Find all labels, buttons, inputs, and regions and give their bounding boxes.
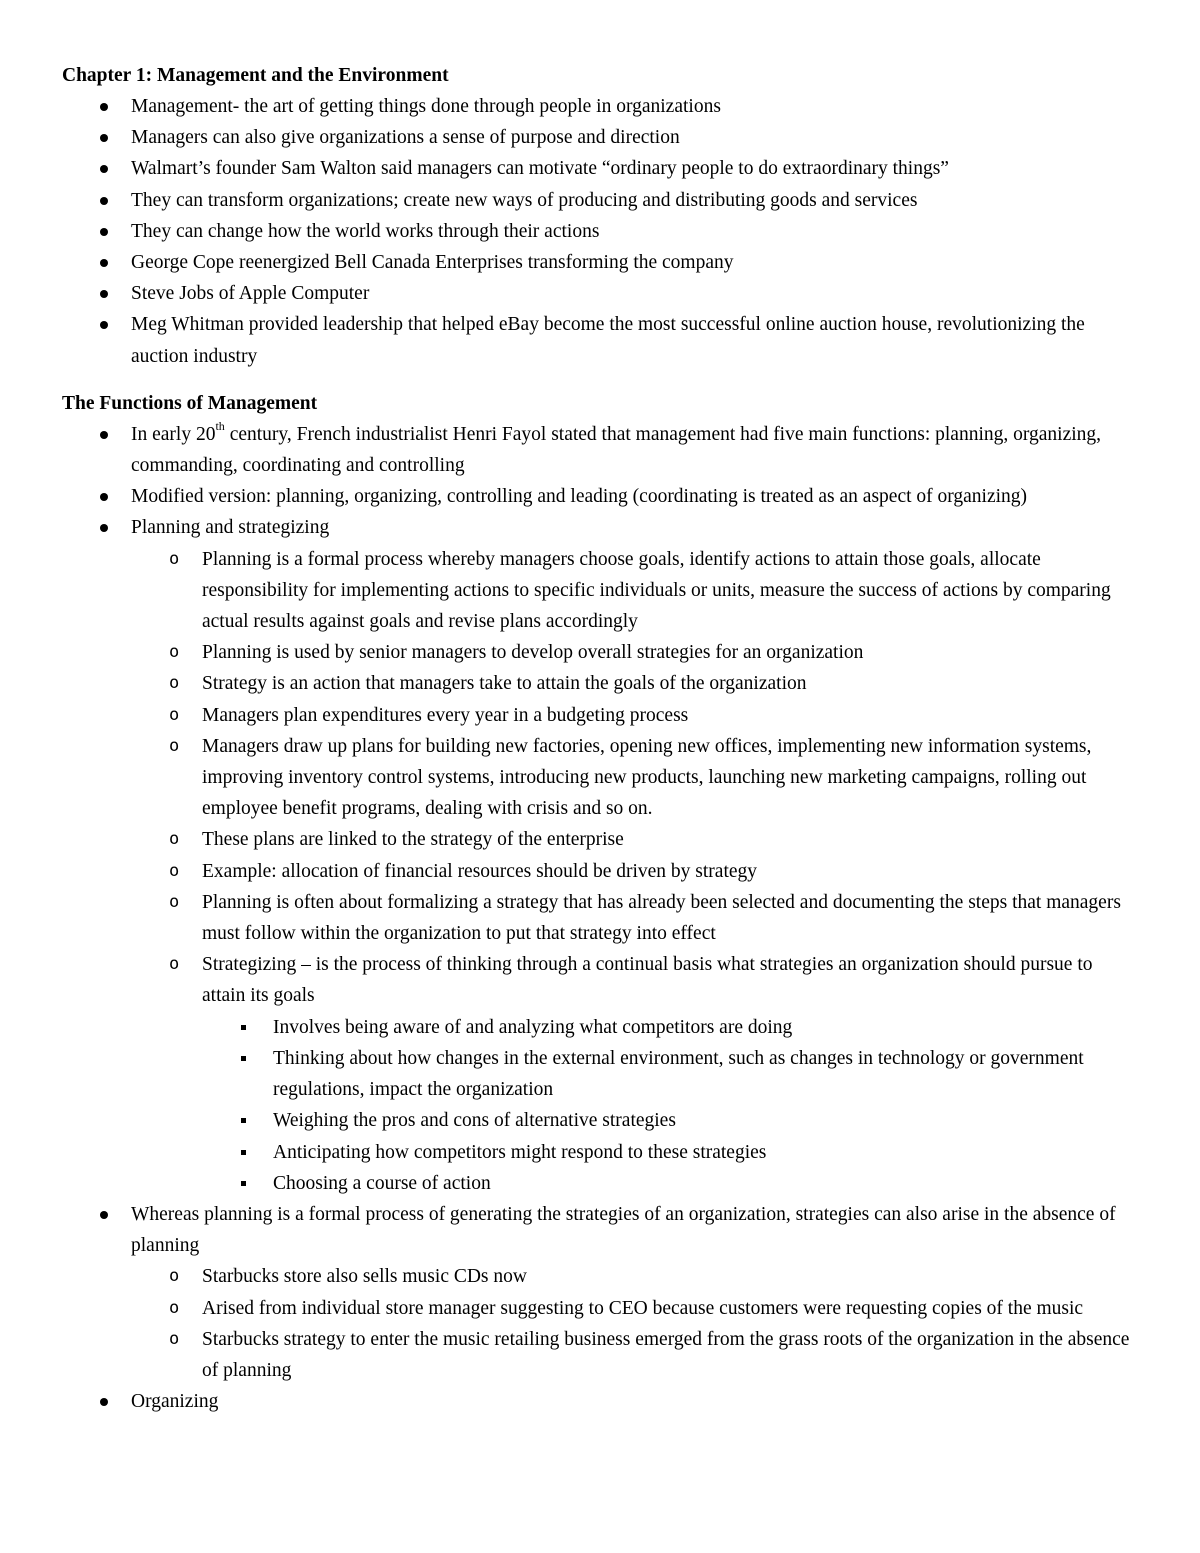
strategizing-sublist xyxy=(202,1012,1140,1199)
list-item: Management- the art of getting things done through people in organizations xyxy=(62,91,1140,122)
list-item: George Cope reenergized Bell Canada Enterprises transforming the company xyxy=(62,247,1140,278)
list-item: Meg Whitman provided leadership that helped eBay become the most successful online auction house, revolutionizing the auction industry xyxy=(62,309,1140,371)
sub-sublist-item: Involves being aware of and analyzing what competitors are doing xyxy=(202,1012,1140,1043)
sub-sublist-item: Choosing a course of action xyxy=(202,1168,1140,1199)
list-item: They can transform organizations; create new ways of producing and distributing goods and services xyxy=(62,185,1140,216)
fayol-text-end: century, French industrialist Henri Fayol stated that management had five main functions: planning, organizing, commanding, coordinating and controlling xyxy=(131,423,1102,477)
functions-heading: The Functions of Management xyxy=(62,392,318,414)
list-item: They can change how the world works through their actions xyxy=(62,216,1140,247)
sublist-item: o Planning is used by senior managers to develop overall strategies for an organization xyxy=(131,637,1140,668)
planning-sublist xyxy=(131,544,1140,1199)
fayol-text-start: In early 20 xyxy=(131,423,216,445)
functions-list xyxy=(62,419,1140,1418)
sublist-item: o Example: allocation of financial resources should be driven by strategy xyxy=(131,856,1140,887)
sublist-item: o Planning is often about formalizing a strategy that has already been selected and documenting the steps that managers must follow within the organization to put that strategy into effect xyxy=(131,887,1140,949)
chapter-heading: Chapter 1: Management and the Environment xyxy=(62,65,449,86)
sub-sublist-item: Thinking about how changes in the external environment, such as changes in technology or government regulations, impact the organization xyxy=(202,1043,1140,1105)
sublist-item: o These plans are linked to the strategy of the enterprise xyxy=(131,824,1140,855)
organizing-item: Organizing xyxy=(62,1386,1140,1417)
chapter-intro-list xyxy=(62,91,1140,372)
whereas-item xyxy=(62,1199,1140,1386)
planning-label: Planning and strategizing xyxy=(131,517,330,539)
list-item: Managers can also give organizations a sense of purpose and direction xyxy=(62,122,1140,153)
modified-version-item: Modified version: planning, organizing, controlling and leading (coordinating is treated as an aspect of organizing) xyxy=(62,481,1140,512)
sublist-item: o Managers plan expenditures every year in a budgeting process xyxy=(131,700,1140,731)
fayol-superscript: th xyxy=(215,419,225,434)
sublist-item: o Starbucks strategy to enter the music retailing business emerged from the grass roots of the organization in the absence of planning xyxy=(131,1324,1140,1386)
list-item: Steve Jobs of Apple Computer xyxy=(62,278,1140,309)
planning-item xyxy=(62,512,1140,1198)
whereas-label: Whereas planning is a formal process of generating the strategies of an organization, strategies can also arise in the absence of planning xyxy=(131,1203,1116,1257)
sub-sublist-item: Weighing the pros and cons of alternative strategies xyxy=(202,1105,1140,1136)
starbucks-sublist xyxy=(131,1261,1140,1386)
sublist-item: o Planning is a formal process whereby managers choose goals, identify actions to attain those goals, allocate responsibility for implementing actions to specific individuals or units, measure the success of actions by comparing actual results against goals and revise plans accordingly xyxy=(131,544,1140,638)
sublist-item: o Arised from individual store manager suggesting to CEO because customers were requesting copies of the music xyxy=(131,1293,1140,1324)
sublist-item: o Strategy is an action that managers take to attain the goals of the organization xyxy=(131,668,1140,699)
sublist-item: o Starbucks store also sells music CDs now xyxy=(131,1261,1140,1292)
list-item: Walmart’s founder Sam Walton said managers can motivate “ordinary people to do extraordinary things” xyxy=(62,153,1140,184)
sub-sublist-item: Anticipating how competitors might respond to these strategies xyxy=(202,1137,1140,1168)
sublist-item: o Managers draw up plans for building new factories, opening new offices, implementing new information systems, improving inventory control systems, introducing new products, launching new marketing campaigns, rolling out employee benefit programs, dealing with crisis and so on. xyxy=(131,731,1140,825)
fayol-item xyxy=(62,419,1140,481)
strategizing-label: Strategizing – is the process of thinking through a continual basis what strategies an organization should pursue to attain its goals xyxy=(202,954,1093,1007)
strategizing-item xyxy=(131,949,1140,1199)
